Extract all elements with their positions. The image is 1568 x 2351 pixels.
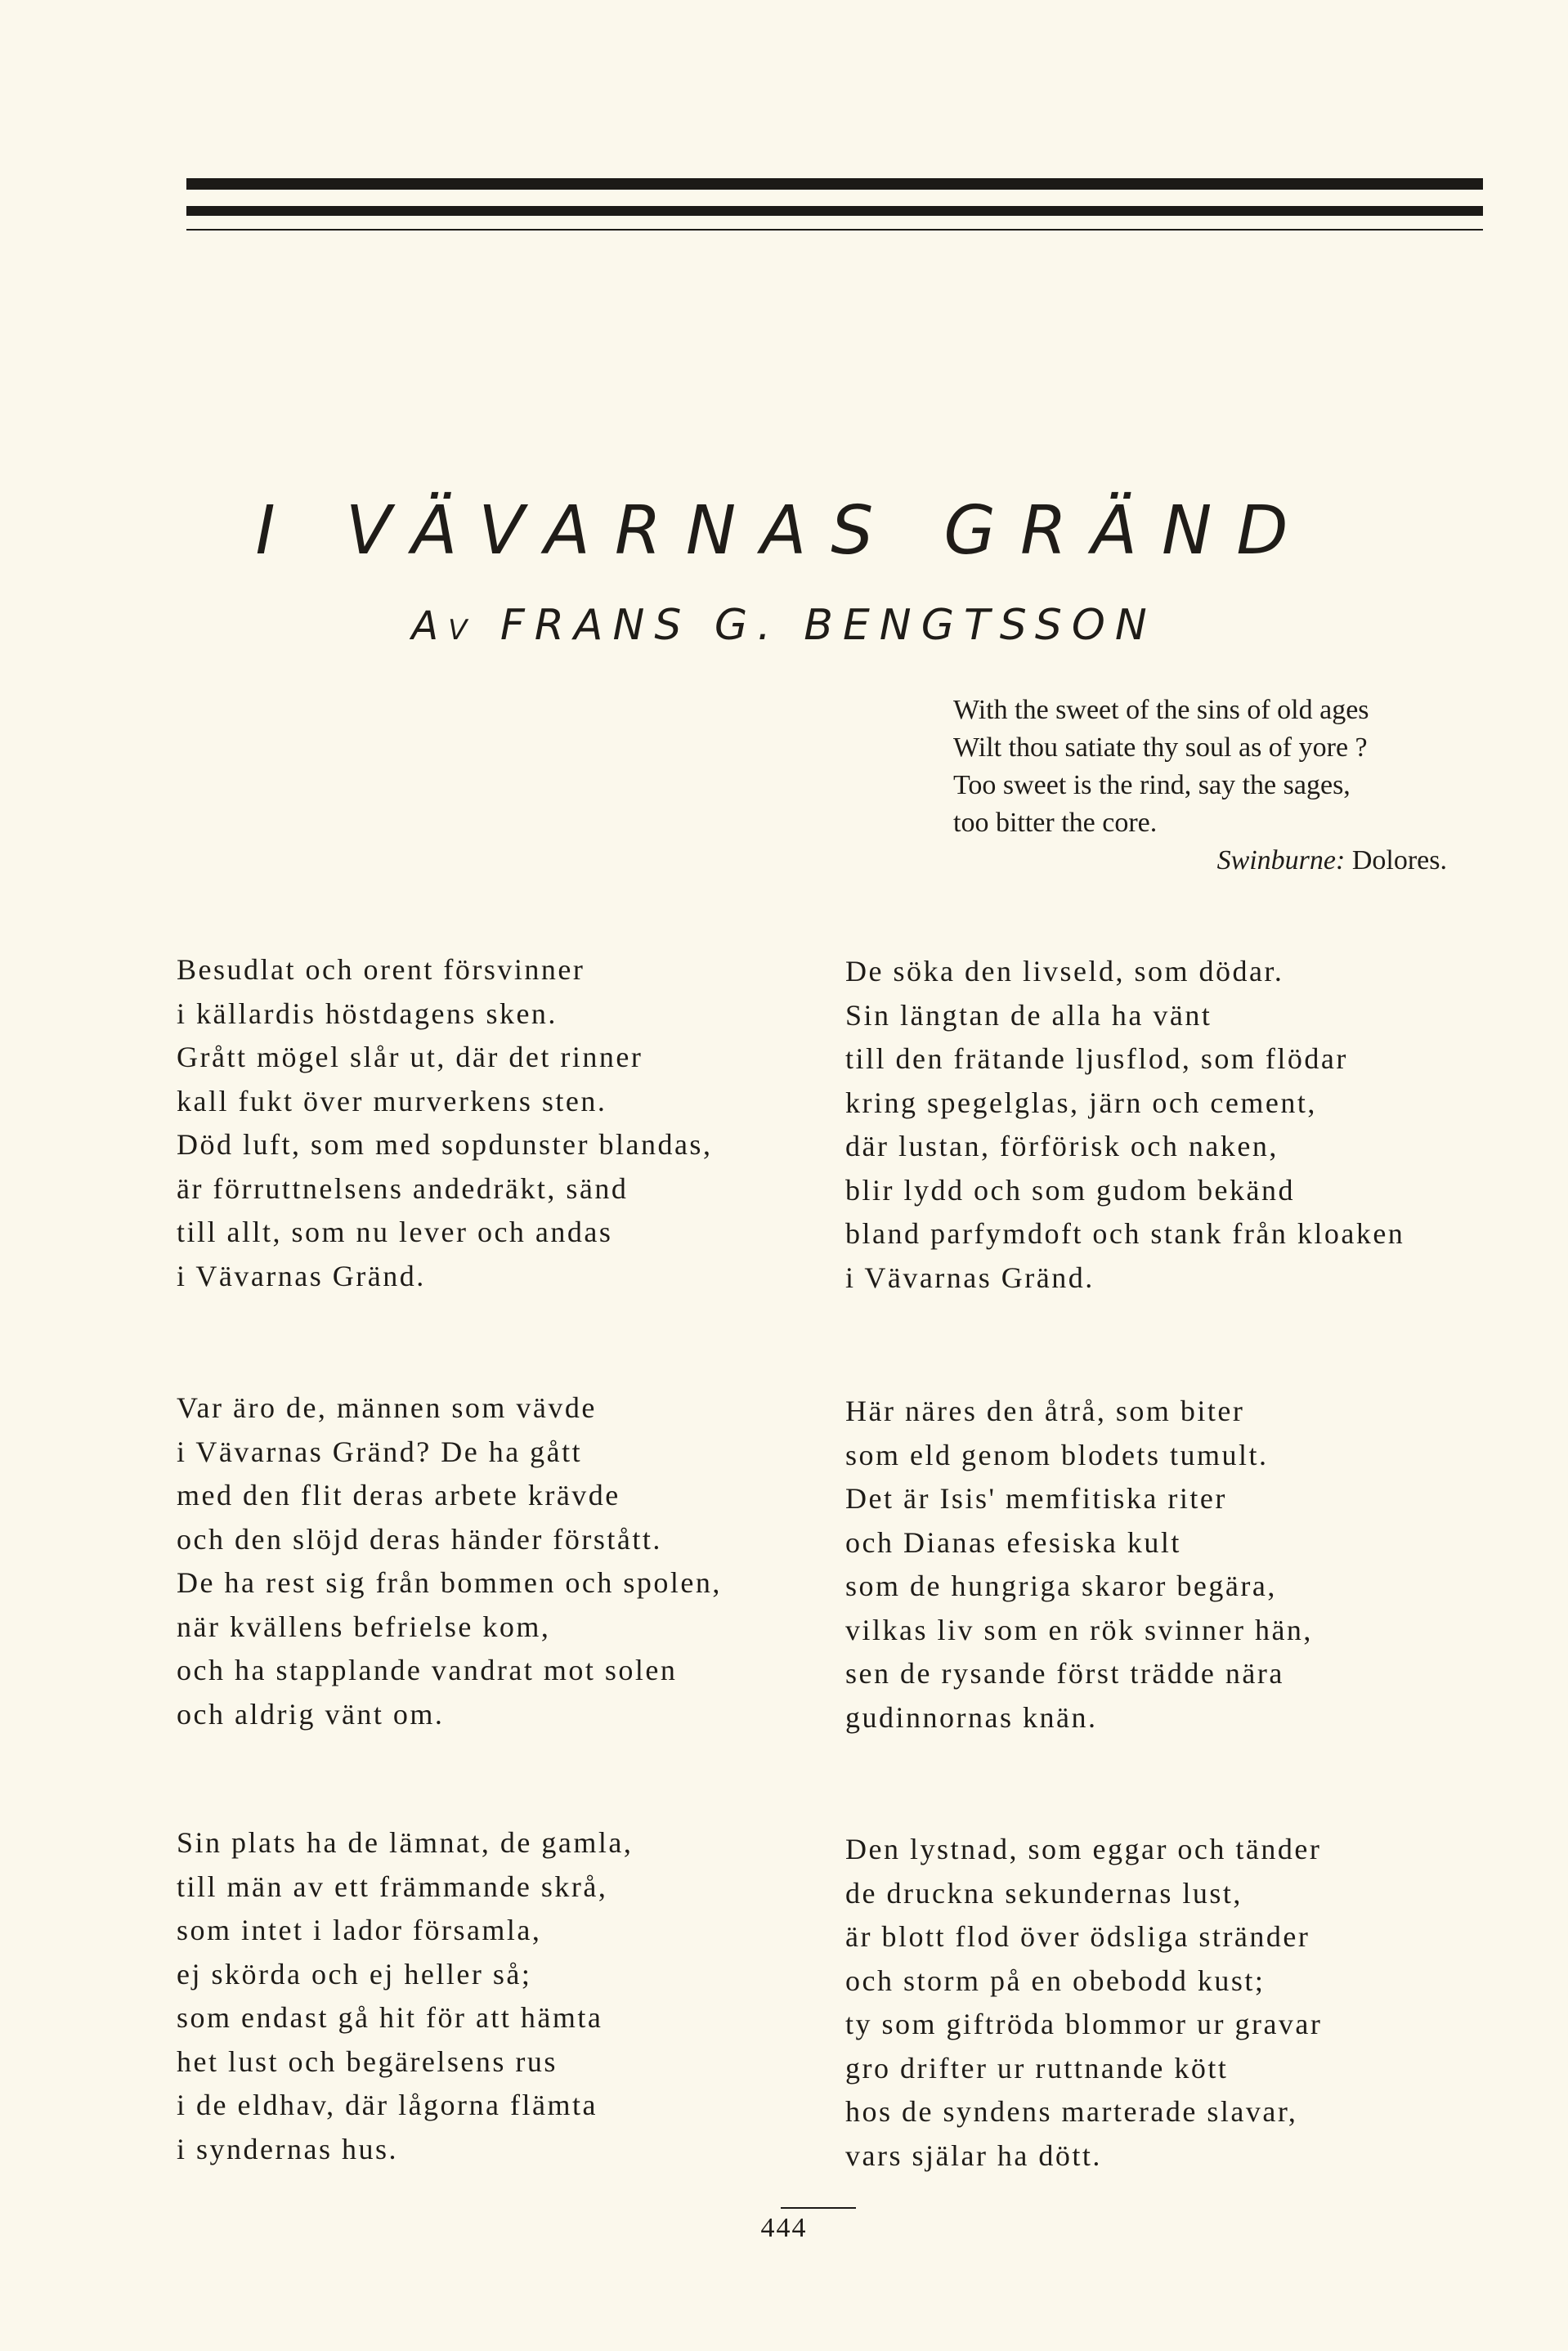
verse-line: ty som giftröda blommor ur gravar — [845, 2008, 1323, 2040]
verse-line: och storm på en obebodd kust; — [845, 1964, 1266, 1997]
epigraph-line: Too sweet is the rind, say the sages, — [953, 770, 1351, 800]
verse-line: Den lystnad, som eggar och tänder — [845, 1833, 1322, 1865]
verse-line: vilkas liv som en rök svinner hän, — [845, 1613, 1313, 1646]
verse-line: Besudlat och orent försvinner — [177, 953, 585, 986]
author-prefix-a: A — [411, 603, 449, 649]
verse-line: De ha rest sig från bommen och spolen, — [177, 1566, 722, 1599]
verse-line: de druckna sekundernas lust, — [845, 1876, 1243, 1910]
stanza-6 — [845, 1828, 1516, 2178]
verse-line: vars själar ha dött. — [845, 2138, 1102, 2172]
epigraph-line: Wilt thou satiate thy soul as of yore ? — [953, 732, 1368, 763]
verse-line: med den flit deras arbete krävde — [177, 1479, 620, 1511]
verse-line: De söka den livseld, som dödar. — [845, 955, 1284, 987]
stanza-2 — [845, 950, 1516, 1300]
verse-line: sen de rysande först trädde nära — [845, 1657, 1284, 1690]
verse-line: till allt, som nu lever och andas — [177, 1216, 613, 1248]
verse-line: i Vävarnas Gränd. — [177, 1259, 426, 1292]
verse-line: kall fukt över murverkens sten. — [177, 1084, 607, 1117]
verse-line: som de hungriga skaror begära, — [845, 1570, 1277, 1602]
verse-line: i de eldhav, där lågorna flämta — [177, 2089, 598, 2121]
verse-line: Var äro de, männen som vävde — [177, 1391, 597, 1424]
verse-line: bland parfymdoft och stank från kloaken — [845, 1217, 1405, 1250]
verse-line: där lustan, förförisk och naken, — [845, 1130, 1279, 1162]
verse-line: gro drifter ur ruttnande kött — [845, 2051, 1229, 2085]
verse-line: och aldrig vänt om. — [177, 1697, 445, 1731]
verse-line: Här näres den åtrå, som biter — [845, 1395, 1245, 1427]
epigraph-line: too bitter the core. — [953, 808, 1158, 838]
author-prefix-v: V — [448, 614, 477, 647]
stanza-5 — [177, 1821, 847, 2171]
verse-line: i syndernas hus. — [177, 2132, 398, 2165]
verse-line: är förruttnelsens andedräkt, sänd — [177, 1171, 629, 1205]
verse-line: Sin plats ha de lämnat, de gamla, — [177, 1826, 634, 1859]
verse-line: Död luft, som med sopdunster blandas, — [177, 1128, 713, 1161]
verse-line: gudinnornas knän. — [845, 1700, 1098, 1734]
verse-line: hos de syndens marterade slavar, — [845, 2095, 1298, 2128]
top-rule-medium — [186, 206, 1483, 216]
epigraph-cite-author: Swinburne: — [1216, 845, 1346, 875]
verse-line: som endast gå hit för att hämta — [177, 2001, 603, 2034]
verse-line: och Dianas efesiska kult — [845, 1525, 1181, 1559]
verse-line: het lust och begärelsens rus — [177, 2044, 558, 2078]
verse-line: till den frätande ljusflod, som flödar — [845, 1042, 1348, 1075]
stanza-3 — [177, 1386, 847, 1736]
epigraph — [953, 692, 1493, 880]
top-rule-thick — [186, 178, 1483, 190]
verse-line: Sin längtan de alla ha vänt — [845, 998, 1212, 1032]
top-rule-thin — [186, 229, 1483, 231]
verse-line: i Vävarnas Gränd. — [845, 1261, 1095, 1294]
verse-line: Grått mögel slår ut, där det rinner — [177, 1041, 643, 1073]
epigraph-cite-work: Dolores. — [1351, 845, 1447, 875]
stanza-4 — [845, 1390, 1516, 1740]
poem-title: I VÄVARNAS GRÄND — [255, 492, 1313, 570]
verse-line: och ha stapplande vandrat mot solen — [177, 1654, 678, 1686]
page-number: 444 — [760, 2213, 808, 2243]
verse-line: är blott flod över ödsliga stränder — [845, 1920, 1310, 1953]
epigraph-line: With the sweet of the sins of old ages — [953, 695, 1369, 725]
verse-line: ej skörda och ej heller så; — [177, 1957, 532, 1991]
epigraph-citation — [953, 842, 1493, 880]
page-number-rule — [781, 2207, 856, 2209]
verse-line: kring spegelglas, järn och cement, — [845, 1086, 1317, 1119]
verse-line: i Vävarnas Gränd? De ha gått — [177, 1435, 583, 1468]
verse-line: som eld genom blodets tumult. — [845, 1438, 1269, 1471]
stanza-1 — [177, 948, 847, 1298]
verse-line: som intet i lador församla, — [177, 1914, 542, 1946]
verse-line: blir lydd och som gudom bekänd — [845, 1173, 1295, 1207]
author-name: FRANS G. BENGTSSON — [500, 601, 1157, 650]
verse-line: i källardis höstdagens sken. — [177, 996, 558, 1030]
verse-line: när kvällens befrielse kom, — [177, 1610, 551, 1643]
verse-line: till män av ett främmande skrå, — [177, 1870, 608, 1903]
author-line — [0, 597, 1568, 659]
verse-line: Det är Isis' memfitiska riter — [845, 1482, 1227, 1515]
verse-line: och den slöjd deras händer förstått. — [177, 1522, 662, 1556]
